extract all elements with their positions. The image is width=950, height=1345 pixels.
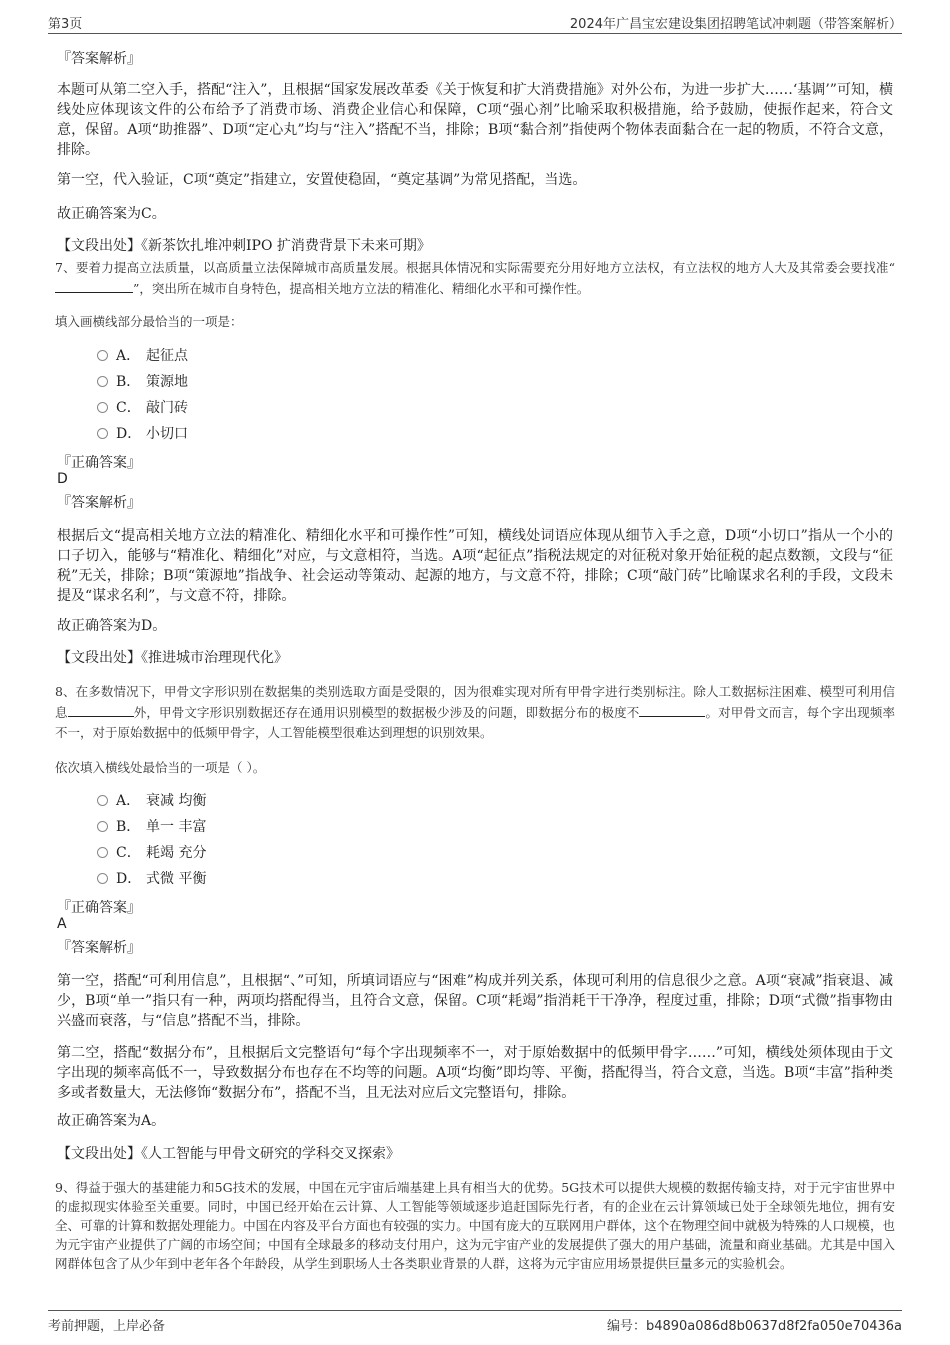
question-instruction: 填入画横线部分最恰当的一项是： — [55, 314, 243, 329]
radio-icon[interactable] — [97, 376, 108, 387]
fill-blank — [68, 702, 134, 717]
source-citation: 【文段出处】《人工智能与甲骨文研究的学科交叉探索》 — [57, 1146, 400, 1162]
source-citation: 【文段出处】《新茶饮扎堆冲刺IPO 扩消费背景下未来可期》 — [57, 238, 431, 254]
fill-blank — [639, 702, 705, 717]
document-id: 编号：b4890a086d8b0637d8f2fa050e70436a — [606, 1319, 902, 1334]
analysis-paragraph: 第二空，搭配“数据分布”，且根据后文完整语句“每个字出现频率不一，对于原始数据中的低频甲骨字……”可知，横线处须体现由于文字出现的频率高低不一，导致数据分布也存在不均等的问题。A项“均衡”即均等、平衡，搭配得当，符合文意，当选。B项“丰富”指种类多或者数量大，无法修饰“数据分布”，搭配不当，且无法对应后文完整语句，排除。 — [57, 1045, 893, 1101]
page-number: 第3页 — [48, 17, 83, 32]
radio-icon[interactable] — [97, 428, 108, 439]
source-citation: 【文段出处】《推进城市治理现代化》 — [57, 650, 288, 666]
analysis-paragraph: 本题可从第二空入手，搭配“注入”，且根据“国家发展改革委《关于恢复和扩大消费措施》对外公布，为进一步扩大……‘基调’”可知，横线处应体现该文件的公布给予了消费市场、消费企业信心和保障，C项“强心剂”比喻采取积极措施，给予鼓励，使振作起来，符合文意，保留。A项“助推器”、D项“定心丸”均与“注入”搭配不当，排除；B项“黏合剂”指使两个物体表面黏合在一起的物质，不符合文意，排除。 — [57, 82, 893, 158]
option-a[interactable]: A． 衰减 均衡 — [97, 791, 206, 811]
answer-conclusion: 故正确答案为C。 — [57, 206, 166, 222]
option-d[interactable]: D． 小切口 — [97, 424, 188, 444]
question-9-stem: 9、得益于强大的基建能力和5G技术的发展，中国在元宇宙后端基建上具有相当大的优势。5G技术可以提供大规模的数据传输支持，对于元宇宙世界中的虚拟现实体验至关重要。同时，中国已经开始在云计算、人工智能等领域逐步追赶国际先行者，有的企业在云计算领域已处于全球领先地位，拥有安全、可靠的计算和数据处理能力。中国在内容及平台方面也有较强的实力。中国有庞大的互联网用户群体，这个在物理空间中就极为特殊的人口规模，也为元宇宙产业提供了广阔的市场空间；中国有全球最多的移动支付用户，这为元宇宙产业的发展提供了强大的用户基础，流量和商业基础。尤其是中国入网群体包含了从少年到中老年各个年龄段，从学生到职场人士各类职业背景的人群，这将为元宇宙应用场景提供巨量多元的实验机会。 — [55, 1180, 895, 1271]
correct-answer: D — [57, 471, 68, 487]
option-c[interactable]: C． 敲门砖 — [97, 398, 188, 418]
question-8-stem: 8、在多数情况下，甲骨文字形识别在数据集的类别选取方面是受限的，因为很难实现对所有甲骨字进行类别标注。除人工数据标注困难、模型可利用信息 外，甲骨文字形识别数据还存在通用识别模型的数据极少涉及的问题，即数据分布的极度不 。对甲骨文而言，每个字出现频率不一，对于原始数据中的低频甲骨字，人工智能模型很难达到理想的识别效果。 — [55, 684, 895, 740]
option-c[interactable]: C． 耗竭 充分 — [97, 843, 206, 863]
analysis-tag: 『答案解析』 — [57, 51, 141, 67]
correct-answer: A — [57, 916, 67, 932]
answer-conclusion: 故正确答案为A。 — [57, 1113, 166, 1129]
footer-slogan: 考前押题，上岸必备 — [48, 1319, 166, 1334]
analysis-paragraph: 第一空，搭配“可利用信息”，且根据“、”可知，所填词语应与“困难”构成并列关系，体现可利用的信息很少之意。A项“衰减”指衰退、减少，B项“单一”指只有一种，两项均搭配得当，且符合文意，保留。C项“耗竭”指消耗干干净净，程度过重，排除；D项“式微”指事物由兴盛而衰落，与“信息”搭配不当，排除。 — [57, 973, 893, 1029]
option-d[interactable]: D． 式微 平衡 — [97, 869, 206, 889]
document-title: 2024年广昌宝宏建设集团招聘笔试冲刺题（带答案解析） — [569, 17, 902, 32]
fill-blank — [55, 278, 133, 293]
question-instruction: 依次填入横线处最恰当的一项是（ ）。 — [55, 760, 266, 775]
page-footer — [48, 1310, 902, 1333]
radio-icon[interactable] — [97, 847, 108, 858]
analysis-paragraph: 第一空，代入验证，C项“奠定”指建立，安置使稳固，“奠定基调”为常见搭配，当选。 — [57, 172, 587, 188]
analysis-tag: 『答案解析』 — [57, 495, 141, 511]
analysis-tag: 『答案解析』 — [57, 940, 141, 956]
question-7-stem: 7、要着力提高立法质量，以高质量立法保障城市高质量发展。根据具体情况和实际需要充分用好地方立法权，有立法权的地方人大及其常委会要找准“”，突出所在城市自身特色，提高相关地方立法的精准化、精细化水平和可操作性。 — [55, 260, 895, 296]
radio-icon[interactable] — [97, 402, 108, 413]
radio-icon[interactable] — [97, 350, 108, 361]
radio-icon[interactable] — [97, 873, 108, 884]
option-b[interactable]: B． 单一 丰富 — [97, 817, 206, 837]
correct-answer-tag: 『正确答案』 — [57, 900, 141, 916]
correct-answer-tag: 『正确答案』 — [57, 455, 141, 471]
option-b[interactable]: B． 策源地 — [97, 372, 188, 392]
radio-icon[interactable] — [97, 795, 108, 806]
analysis-paragraph: 根据后文“提高相关地方立法的精准化、精细化水平和可操作性”可知，横线处词语应体现从细节入手之意，D项“小切口”指从一个小的口子切入，能够与“精准化、精细化”对应，与文意相符，当选。A项“起征点”指税法规定的对征税对象开始征税的起点数额，文段与“征税”无关，排除；B项“策源地”指战争、社会运动等策动、起源的地方，与文意不符，排除；C项“敲门砖”比喻谋求名利的手段，文段未提及“谋求名利”，与文意不符，排除。 — [57, 528, 893, 604]
page-header — [48, 11, 902, 34]
radio-icon[interactable] — [97, 821, 108, 832]
answer-conclusion: 故正确答案为D。 — [57, 618, 167, 634]
option-a[interactable]: A． 起征点 — [97, 346, 188, 366]
